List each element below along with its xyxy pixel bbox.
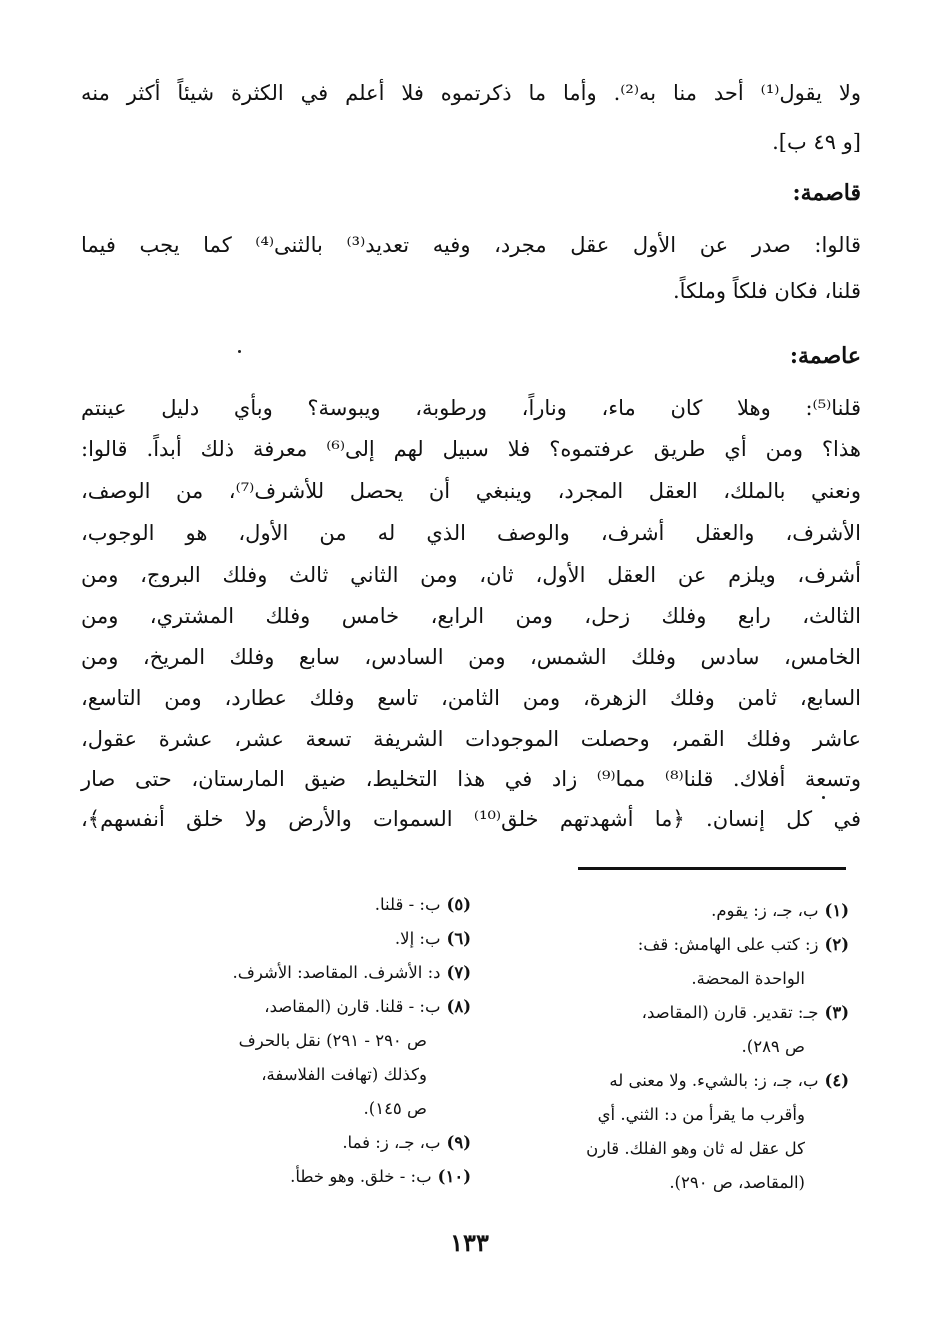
- section2-line-1: قلنا⁽⁵⁾: وهلا كان ماء، وناراً، ورطوبة، ويبوسة؟ وبأي دليل عينتم: [81, 396, 861, 420]
- section2-line-3: ونعني بالملك، العقل المجرد، وينبغي أن يحصل للأشرف⁽⁷⁾، من الوصف،: [81, 479, 861, 503]
- footnote-text: ز: كتب على الهامش: قف:: [637, 935, 819, 954]
- scan-speck: [238, 350, 241, 353]
- scan-speck: [822, 796, 825, 799]
- footnote-2-cont: الواحدة المحضة.: [691, 969, 805, 988]
- footnote-3-cont: ص ٢٨٩).: [741, 1037, 805, 1056]
- footnote-4-cont-3: (المقاصد، ص ٢٩٠).: [669, 1173, 805, 1192]
- footnote-1: [519, 894, 849, 928]
- footnote-8: [141, 990, 471, 1024]
- footnote-number: (٤): [824, 1071, 849, 1090]
- footnote-9: [141, 1126, 471, 1160]
- section1-line-1: قالوا: صدر عن الأول عقل مجرد، وفيه تعديد⁽³⁾ بالثنى⁽⁴⁾ كما يجب فيما: [81, 233, 862, 257]
- footnote-number: (٢): [824, 935, 849, 954]
- footnote-8-cont-2: وكذلك (تهافت الفلاسفة،: [261, 1065, 427, 1084]
- section1-line-2: قلنا، فكان فلكاً وملكاً.: [673, 279, 861, 303]
- footnote-7: [141, 956, 471, 990]
- body-line-2: [و ٤٩ ب].: [772, 130, 861, 154]
- footnote-4: [519, 1064, 849, 1098]
- body-line-1: ولا يقول⁽¹⁾ أحد منا به⁽²⁾. وأما ما ذكرتموه فلا أعلم في الكثرة شيئاً أكثر منه: [81, 81, 861, 105]
- footnote-text: ب، جـ، ز: يقوم.: [711, 901, 819, 920]
- footnote-6: [141, 922, 471, 956]
- section-heading-qasima: قاصمة:: [792, 180, 861, 206]
- section2-line-10: وتسعة أفلاك. قلنا⁽⁸⁾ مما⁽⁹⁾ زاد في هذا التخليط، ضيق المارستان، حتى صار: [81, 767, 862, 791]
- section2-line-6: الثالث، رابع وفلك زحل، ومن الرابع، خامس وفلك المشتري، ومن: [81, 604, 861, 628]
- footnote-number: (١): [824, 901, 849, 920]
- section-heading-asima: عاصمة:: [789, 343, 861, 369]
- footnote-number: (٣): [824, 1003, 849, 1022]
- footnote-text: ب: - قلنا.: [374, 895, 441, 914]
- footnote-number: (٩): [446, 1133, 471, 1152]
- footnote-8-cont-1: ص ٢٩٠ - ٢٩١) نقل بالحرف: [238, 1031, 427, 1050]
- section2-line-9: عاشر وفلك القمر، وحصلت الموجودات الشريفة تسعة عشر، عشرة عقول،: [81, 727, 861, 751]
- footnote-text: ب: - قلنا. قارن (المقاصد،: [264, 997, 441, 1016]
- page-number: ١٣٣: [450, 1228, 489, 1257]
- section2-line-4: الأشرف، والعقل أشرف، والوصف الذي له من الأول، هو الوجوب،: [81, 521, 861, 545]
- section2-line-11: في كل إنسان. ﴿ما أشهدتهم خلق⁽¹⁰⁾ السموات والأرض ولا خلق أنفسهم﴾،: [81, 807, 861, 831]
- footnote-5: [141, 888, 471, 922]
- footnote-10: [141, 1160, 471, 1194]
- footnote-8-cont-3: ص ١٤٥).: [363, 1099, 427, 1118]
- footnote-text: جـ: تقدير. قارن (المقاصد،: [641, 1003, 819, 1022]
- section2-line-8: السابع، ثامن وفلك الزهرة، ومن الثامن، تاسع وفلك عطارد، ومن التاسع،: [81, 686, 861, 710]
- footnote-text: ب، جـ، ز: فما.: [342, 1133, 441, 1152]
- footnote-number: (١٠): [437, 1167, 471, 1186]
- footnote-4-cont-1: وأقرب ما يقرأ من د: الثني. أي: [597, 1105, 805, 1124]
- footnote-number: (٦): [446, 929, 471, 948]
- footnote-4-cont-2: كل عقل له ثان وهو الفلك. قارن: [586, 1139, 805, 1158]
- footnote-text: ب، جـ، ز: بالشيء. ولا معنى له: [609, 1071, 819, 1090]
- footnote-3: [519, 996, 849, 1030]
- footnote-text: ب: إلا.: [394, 929, 441, 948]
- section2-line-7: الخامس، سادس وفلك الشمس، ومن السادس، سابع وفلك المريخ، ومن: [81, 645, 861, 669]
- footnote-text: ب: - خلق. وهو خطأ.: [290, 1167, 432, 1186]
- footnote-separator: [578, 867, 846, 870]
- footnote-number: (٥): [446, 895, 471, 914]
- footnote-text: د: الأشرف. المقاصد: الأشرف.: [232, 963, 441, 982]
- footnote-number: (٨): [446, 997, 471, 1016]
- footnote-number: (٧): [446, 963, 471, 982]
- section2-line-5: أشرف، ويلزم عن العقل الأول، ثان، ومن الثاني ثالث وفلك البروج، ومن: [81, 563, 861, 587]
- section2-line-2: هذا؟ ومن أي طريق عرفتموه؟ فلا سبيل لهم إلى⁽⁶⁾ معرفة ذلك أبداً. قالوا:: [81, 437, 861, 461]
- footnote-2: [519, 928, 849, 962]
